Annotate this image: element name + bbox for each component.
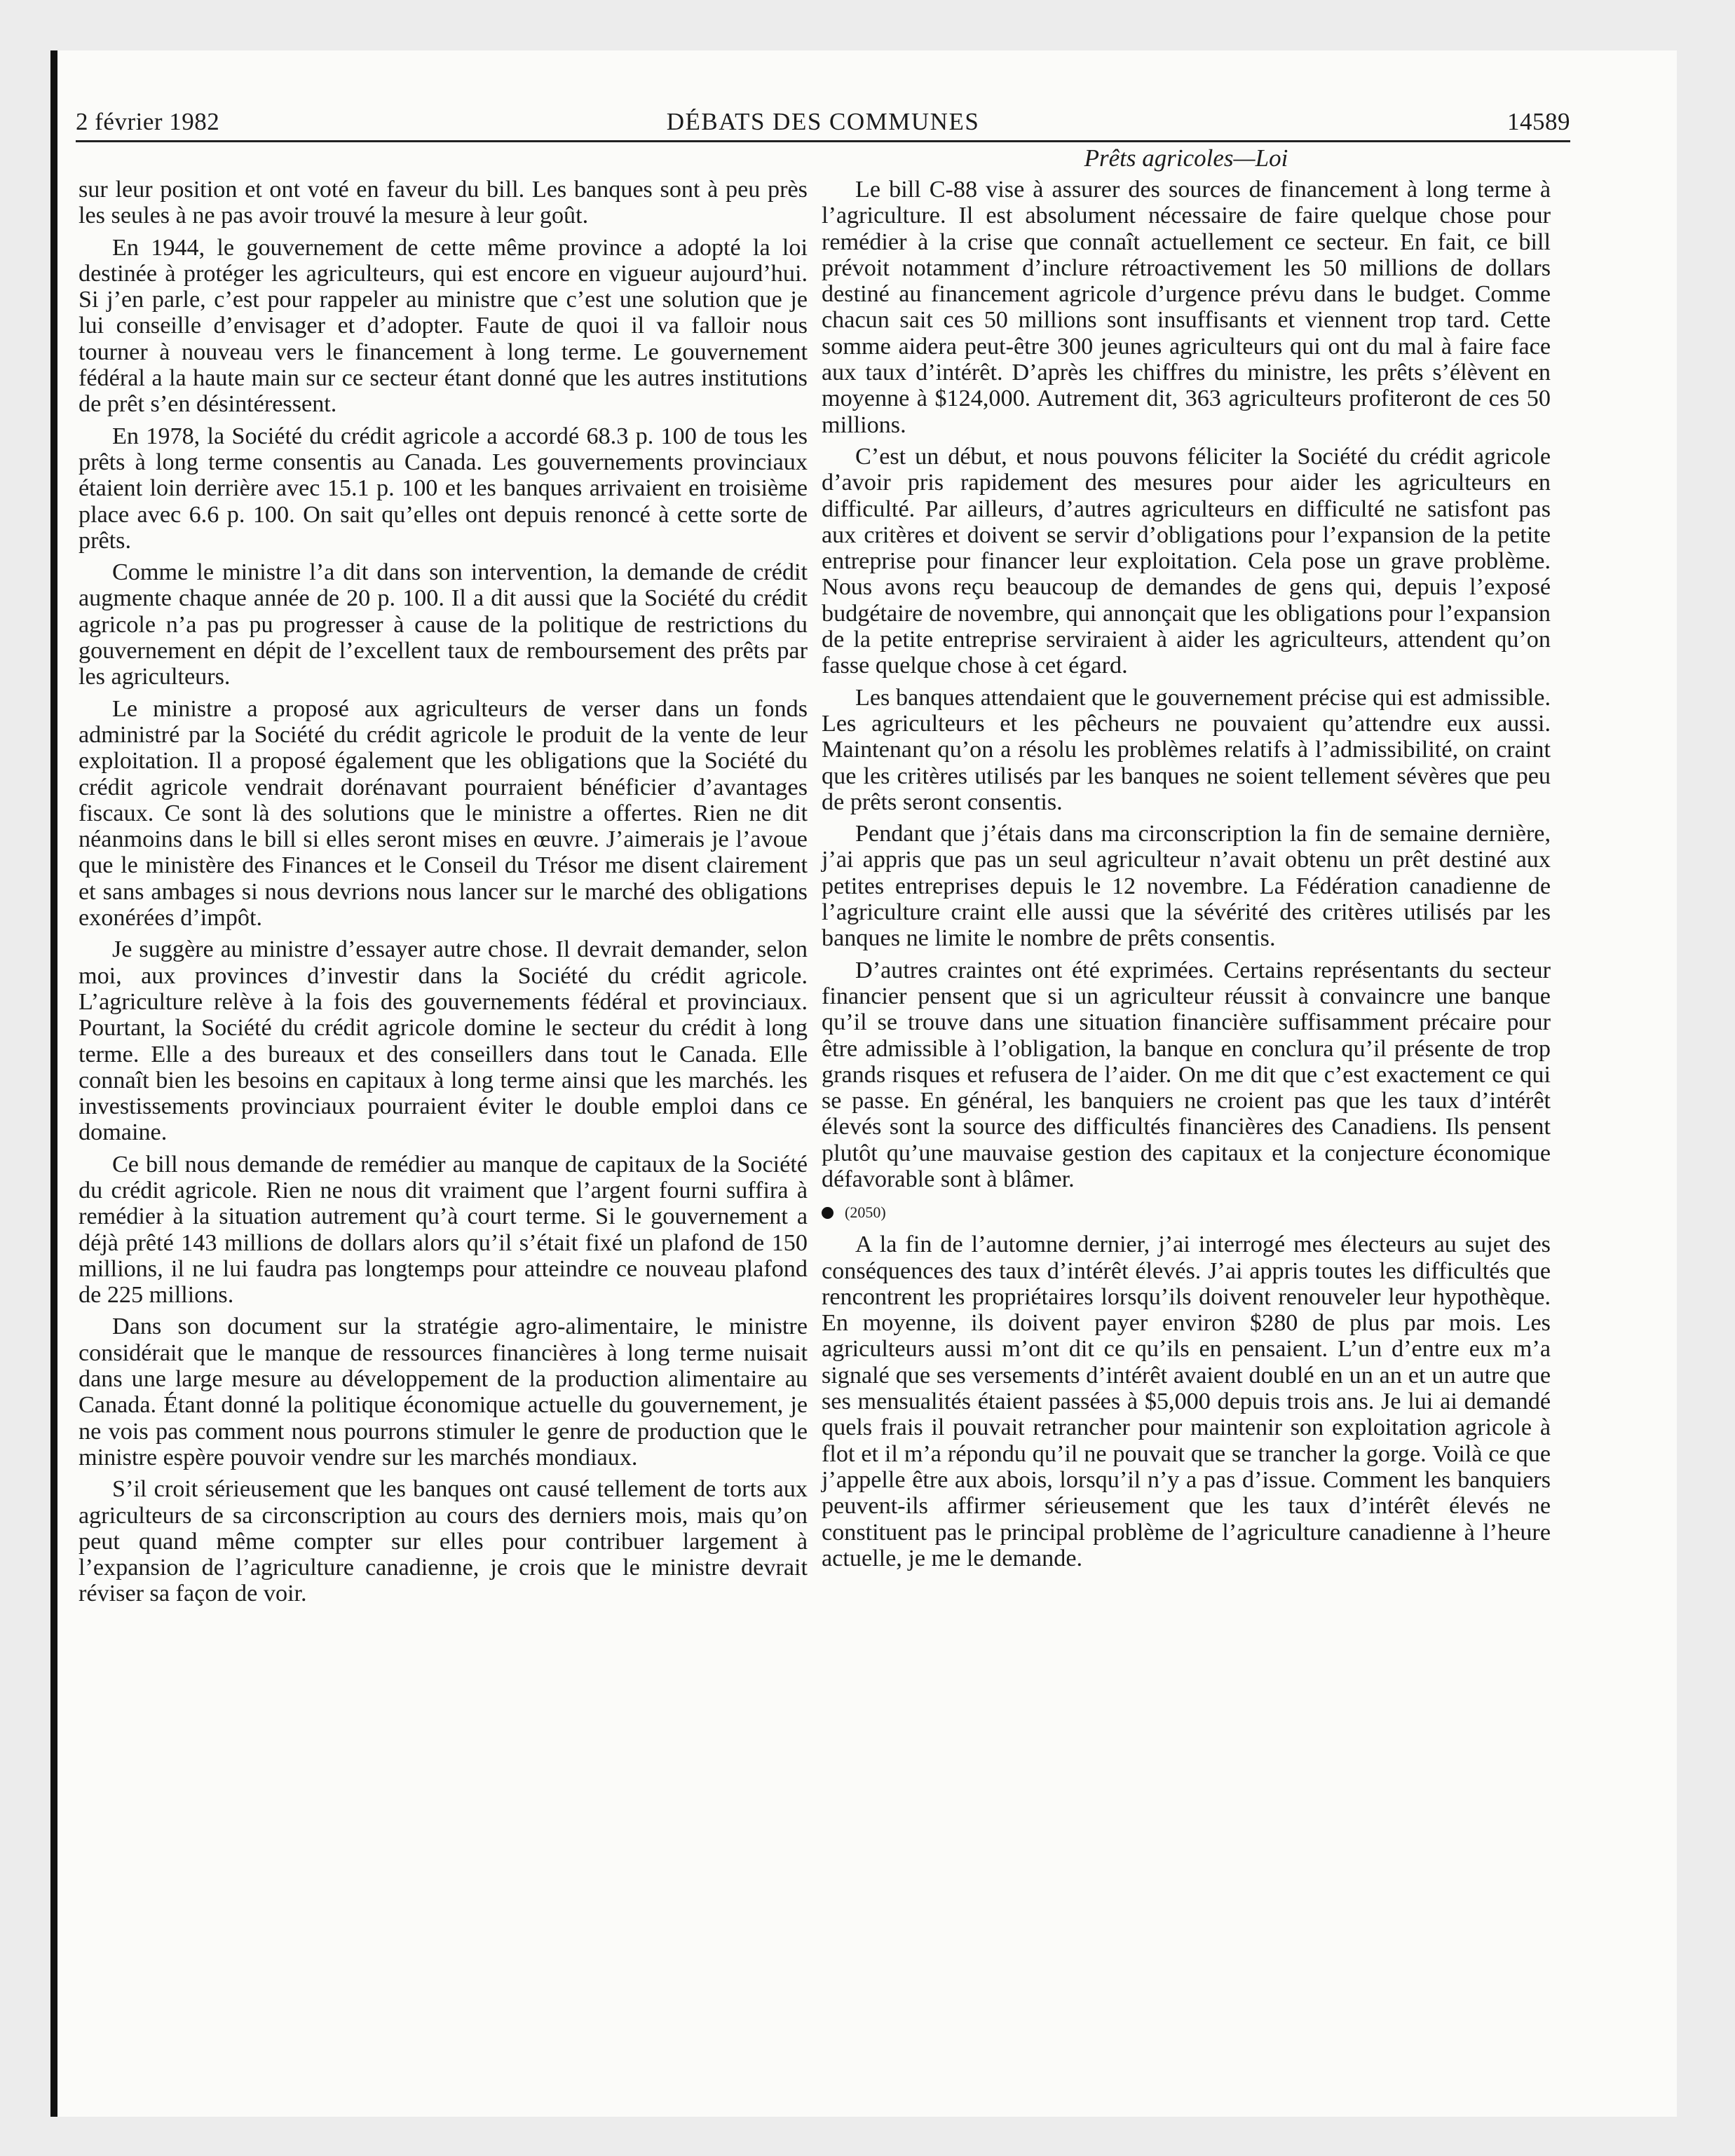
- paragraph: Le bill C-88 vise à assurer des sources de financement à long terme à l’agriculture. Il est absolument nécessaire de faire quelque chose pour remédier à la crise que connaît actuellement ce secteur. En fait, ce bill prévoit notamment d’inclure rétroactivement les 50 millions de dollars destiné au financement agricole d’urgence prévu dans le budget. Comme chacun sait ces 50 millions sont insuffisants et viennent trop tard. Cette somme aidera peut-être 300 jeunes agriculteurs qui ont du mal à faire face aux taux d’intérêt. D’après les chiffres du ministre, les prêts s’élèvent en moyenne à $124,000. Autrement dit, 363 agriculteurs profiteront de ces 50 millions.: [822, 177, 1551, 438]
- header-page-number: 14589: [1507, 108, 1570, 135]
- page-header: [76, 91, 1570, 142]
- paragraph: Ce bill nous demande de remédier au manque de capitaux de la Société du crédit agricole. Rien ne nous dit vraiment que l’argent fourni suffira à remédier à la situation autrement qu’à court terme. Si le gouvernement a déjà prêté 143 millions de dollars alors qu’il s’était fixé un plafond de 150 millions, il ne lui faudra pas longtemps pour atteindre ce nouveau plafond de 225 millions.: [79, 1151, 808, 1309]
- paragraph: Je suggère au ministre d’essayer autre chose. Il devrait demander, selon moi, aux provinces d’investir dans la Société du crédit agricole. L’agriculture relève à la fois des gouvernements fédéral et provinciaux. Pourtant, la Société du crédit agricole domine le secteur du crédit à long terme. Elle a des bureaux et des conseillers dans tout le Canada. Elle connaît bien les besoins en capitaux à long terme ainsi que les marchés. les investissements provinciaux pourraient éviter le double emploi dans ce domaine.: [79, 936, 808, 1146]
- paragraph: Les banques attendaient que le gouvernement précise qui est admissible. Les agriculteurs et les pêcheurs ne pouvaient qu’attendre eux aussi. Maintenant qu’on a résolu les problèmes relatifs à l’admissibilité, on craint que les critères utilisés par les banques ne soient tellement sévères que peu de prêts seront consentis.: [822, 684, 1551, 815]
- paragraph: Le ministre a proposé aux agriculteurs de verser dans un fonds administré par la Société du crédit agricole le produit de la vente de leur exploitation. Il a proposé également que les obligations que la Société du crédit agricole vendrait dorénavant pourraient bénéficier d’avantages fiscaux. Ce sont là des solutions que le ministre a offertes. Rien ne dit néanmoins dans le bill si elles seront mises en œuvre. J’aimerais je l’avoue que le ministère des Finances et le Conseil du Trésor me disent clairement et sans ambages si nous devrions nous lancer sur le marché des obligations exonérées d’impôt.: [79, 695, 808, 932]
- right-column: [822, 177, 1551, 1577]
- paragraph: Pendant que j’étais dans ma circonscription la fin de semaine dernière, j’ai appris que pas un seul agriculteur n’avait obtenu un prêt destiné aux petites entreprises depuis le 12 novembre. La Fédération canadienne de l’agriculture craint elle aussi que la sévérité des critères utilisés par les banques ne limite le nombre de prêts consentis.: [822, 821, 1551, 952]
- paragraph: C’est un début, et nous pouvons féliciter la Société du crédit agricole d’avoir pris rapidement des mesures pour aider les agriculteurs en difficulté. Par ailleurs, d’autres agriculteurs en difficulté ne satisfont pas aux critères et doivent se servir d’obligations pour l’expansion de la petite entreprise pour financer leur exploitation. Cela pose un grave problème. Nous avons reçu beaucoup de demandes de gens qui, depuis l’exposé budgétaire de novembre, qui annonçait que les obligations pour l’expansion de la petite entreprise serviraient à aider les agriculteurs, attendent qu’on fasse quelque chose à cet égard.: [822, 443, 1551, 679]
- scan-edge: [50, 50, 57, 2117]
- paragraph: Dans son document sur la stratégie agro-alimentaire, le ministre considérait que le manque de ressources financières à long terme nuisait dans une large mesure au développement de la production alimentaire au Canada. Étant donné la politique économique actuelle du gouvernement, je ne vois pas comment nous pourrons stimuler le genre de production que le ministre espère pouvoir vendre sur les marchés mondiaux.: [79, 1314, 808, 1471]
- paragraph: A la fin de l’automne dernier, j’ai interrogé mes électeurs au sujet des conséquences des taux d’intérêt élevés. J’ai appris toutes les difficultés que rencontrent les propriétaires lorsqu’ils doivent renouveler leur hypothèque. En moyenne, ils doivent payer environ $280 de plus par mois. Les agriculteurs aussi m’ont dit ce qu’ils en pensaient. L’un d’entre eux m’a signalé que ses versements d’intérêt avaient doublé en un an et un autre que ses mensualités étaient passées à $5,000 depuis trois ans. Je lui ai demandé quels frais il pouvait retrancher pour maintenir son exploitation agricole à flot et il m’a répondu qu’il ne pouvait que se trancher la gorge. Voilà ce que j’appelle être aux abois, lorsqu’il n’y a pas d’issue. Comment les banquiers peuvent-ils affirmer sérieusement que les taux d’intérêt élevés ne constituent pas le principal problème de l’agriculture canadienne à l’heure actuelle, je me le demande.: [822, 1231, 1551, 1571]
- header-title: DÉBATS DES COMMUNES: [666, 108, 980, 135]
- bullet-icon: [822, 1207, 834, 1219]
- paragraph: En 1978, la Société du crédit agricole a accordé 68.3 p. 100 de tous les prêts à long terme consentis au Canada. Les gouvernements provinciaux étaient loin derrière avec 15.1 p. 100 et les banques arrivaient en troisième place avec 6.6 p. 100. On sait qu’elles ont depuis renoncé à cette sorte de prêts.: [79, 423, 808, 554]
- time-marker: [822, 1202, 1551, 1223]
- paragraph: Comme le ministre l’a dit dans son intervention, la demande de crédit augmente chaque année de 20 p. 100. Il a dit aussi que la Société du crédit agricole n’a pas pu progresser à cause de la politique de restrictions du gouvernement en dépit de l’excellent taux de remboursement des prêts par les agriculteurs.: [79, 559, 808, 690]
- paragraph: sur leur position et ont voté en faveur du bill. Les banques sont à peu près les seules à ne pas avoir trouvé la mesure à leur goût.: [79, 177, 808, 229]
- left-column: [79, 177, 808, 1613]
- paragraph: D’autres craintes ont été exprimées. Certains représentants du secteur financier pensent que si un agriculteur réussit à convaincre une banque qu’il se trouve dans une situation financière suffisamment précaire pour être admissible à l’obligation, la banque en conclura qu’il présente de trop grands risques et refusera de l’aider. On me dit que c’est exactement ce qui se passe. En général, les banquiers ne croient pas que les taux d’intérêt élevés sont la source des difficultés financières des Canadiens. Ils pensent plutôt qu’une mauvaise gestion des capitaux et la conjecture économique défavorable sont à blâmer.: [822, 957, 1551, 1192]
- section-title: Prêts agricoles—Loi: [1084, 144, 1288, 172]
- paragraph: S’il croit sérieusement que les banques ont causé tellement de torts aux agriculteurs de sa circonscription au cours des derniers mois, mais qu’on peut quand même compter sur elles pour contribuer largement à l’expansion de l’agriculture canadienne, je crois que le ministre devrait réviser sa façon de voir.: [79, 1476, 808, 1607]
- time-marker-label: (2050): [845, 1203, 886, 1222]
- header-date: 2 février 1982: [76, 108, 220, 135]
- paragraph: En 1944, le gouvernement de cette même province a adopté la loi destinée à protéger les agriculteurs, qui est encore en vigueur aujourd’hui. Si j’en parle, c’est pour rappeler au ministre que c’est une solution que je lui conseille d’envisager et d’adopter. Faute de quoi il va falloir nous tourner à nouveau vers le financement à long terme. Le gouvernement fédéral a la haute main sur ce secteur étant donné que les autres institutions de prêt s’en désintéressent.: [79, 234, 808, 418]
